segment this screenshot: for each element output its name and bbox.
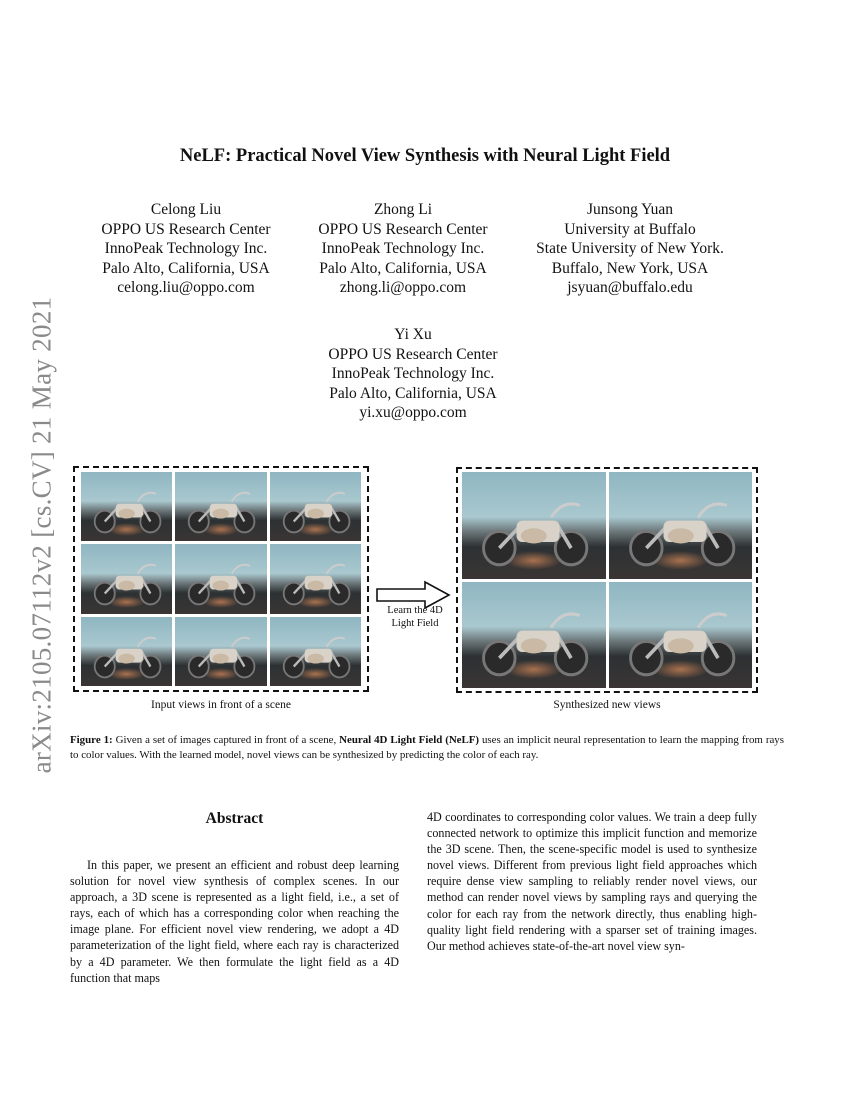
author-affiliation: State University of New York. (536, 240, 724, 258)
author-block (530, 200, 730, 298)
caption-text: uses an implicit neural representation to learn the mapping from rays to color values. With the learned model, novel views can be synthesized by predicting the color of each ray. (70, 734, 784, 761)
motorcycle-view-image (462, 472, 606, 579)
motorcycle-view-image (81, 544, 172, 613)
motorcycle-view-image (175, 472, 266, 541)
arrow-label-line: Learn the 4D (387, 605, 443, 616)
author-block (96, 200, 276, 298)
author-location: Palo Alto, California, USA (319, 259, 487, 277)
author-location: Palo Alto, California, USA (102, 259, 270, 277)
motorcycle-view-image (175, 617, 266, 686)
motorcycle-view-image (81, 617, 172, 686)
author-name: Zhong Li (373, 201, 433, 218)
author-email: celong.liu@oppo.com (117, 279, 255, 297)
author-block (313, 200, 493, 298)
motorcycle-view-image (462, 582, 606, 689)
motorcycle-view-image (609, 472, 753, 579)
author-affiliation: InnoPeak Technology Inc. (321, 240, 485, 258)
author-affiliation: OPPO US Research Center (318, 220, 488, 238)
author-email: yi.xu@oppo.com (359, 404, 467, 422)
input-views-frame (73, 466, 369, 692)
author-name: Yi Xu (394, 326, 432, 343)
paper-title: NeLF: Practical Novel View Synthesis with Neural Light Field (179, 146, 671, 166)
input-views-grid (81, 472, 361, 686)
author-affiliation: OPPO US Research Center (101, 220, 271, 238)
abstract-column-right (427, 809, 757, 954)
author-location: Buffalo, New York, USA (551, 259, 709, 277)
arxiv-identifier: arXiv:2105.07112v2 [cs.CV] 21 May 2021 (26, 296, 57, 774)
motorcycle-view-image (270, 472, 361, 541)
motorcycle-view-image (609, 582, 753, 689)
caption-bold-term: Neural 4D Light Field (NeLF) (339, 734, 480, 746)
motorcycle-view-image (175, 544, 266, 613)
motorcycle-view-image (270, 617, 361, 686)
author-block (323, 325, 503, 423)
arrow-label (372, 604, 458, 630)
author-email: jsyuan@buffalo.edu (567, 279, 693, 297)
motorcycle-view-image (81, 472, 172, 541)
figure-caption (70, 733, 784, 763)
caption-label: Figure 1: (70, 734, 113, 746)
author-affiliation: InnoPeak Technology Inc. (104, 240, 268, 258)
caption-text: Given a set of images captured in front of a scene, (112, 734, 340, 746)
synthesized-views-label: Synthesized new views (553, 699, 661, 711)
arrow-label-line: Light Field (391, 618, 439, 629)
author-affiliation: University at Buffalo (564, 220, 696, 238)
abstract-column-left (70, 857, 399, 986)
abstract-paragraph: 4D coordinates to corresponding color values. We train a deep fully connected network to optimize this implicit function and memorize the 3D scene. Then, the scene-specific model is used to synthesize novel views. Different from previous light field approaches which require dense view sampling to reliably render novel views, our method can render novel views by sampling rays and querying the color for each ray from the network directly, thus enabling high-quality light field rendering with a sparser set of training images. Our method achieves state-of-the-art novel view syn- (427, 810, 757, 953)
author-location: Palo Alto, California, USA (329, 384, 497, 402)
motorcycle-view-image (270, 544, 361, 613)
abstract-paragraph: In this paper, we present an efficient and robust deep learning solution for novel view synthesis of complex scenes. In our approach, a 3D scene is represented as a light field, i.e., a set of rays, each of which has a corresponding color when reaching the image plane. For efficient novel view rendering, we adopt a 4D parameterization of the light field, where each ray is characterized by a 4D parameter. We then formulate the light field as a 4D function that maps (70, 858, 399, 985)
author-email: zhong.li@oppo.com (339, 279, 467, 297)
author-name: Celong Liu (150, 201, 222, 218)
author-affiliation: InnoPeak Technology Inc. (331, 365, 495, 383)
abstract-heading: Abstract (205, 810, 264, 827)
input-views-label: Input views in front of a scene (151, 699, 291, 711)
author-affiliation: OPPO US Research Center (328, 345, 498, 363)
synthesized-views-frame (456, 467, 758, 693)
author-name: Junsong Yuan (587, 201, 673, 218)
synthesized-views-grid (462, 472, 752, 688)
